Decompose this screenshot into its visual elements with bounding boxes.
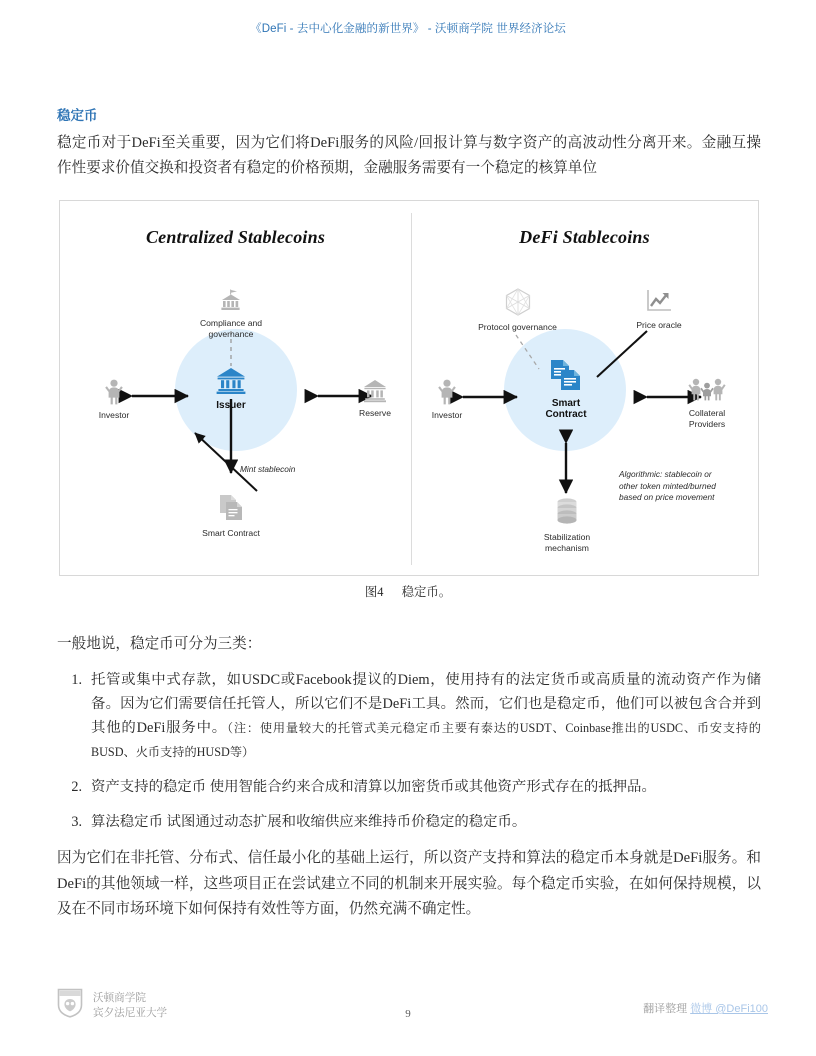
list-item-body bbox=[91, 775, 761, 799]
node-smart-contract-hub bbox=[529, 359, 603, 420]
annotation-line-1: Algorithmic: stablecoin or bbox=[619, 469, 712, 479]
list-lead-line: 一般地说，稳定币可分为三类： bbox=[57, 636, 262, 652]
list-item bbox=[57, 775, 761, 799]
person-icon bbox=[411, 379, 483, 408]
database-stack-icon bbox=[521, 497, 613, 530]
list-item-text: 托管或集中式存款，如USDC或Facebook提议的Diem，使用持有的法定货币或高质量的流动资产作为储备。因为它们需要信任托管人，所以它们不是DeFi工具。然而，它们也是稳定币，他们可以被包含合并到其他的DeFi服务中。 bbox=[91, 672, 761, 736]
list-item-marker: 1. bbox=[71, 672, 82, 688]
edge-label-mint-stablecoin: Mint stablecoin bbox=[240, 464, 296, 474]
stablecoin-type-list bbox=[57, 668, 761, 845]
node-reserve bbox=[342, 379, 408, 419]
list-item-text: 资产支持的稳定币 使用智能合约来合成和清算以加密货币或其他资产形式存在的抵押品。 bbox=[91, 779, 656, 795]
node-investor-left bbox=[78, 379, 150, 421]
document-pages-icon bbox=[184, 493, 278, 526]
list-item-body bbox=[91, 668, 761, 764]
node-label-smart-contract-1: Smart bbox=[551, 398, 581, 409]
person-icon bbox=[78, 379, 150, 408]
translator-label: 翻译整理 bbox=[643, 1003, 688, 1015]
figure-panel-defi bbox=[411, 201, 758, 577]
document-pages-icon bbox=[529, 359, 603, 396]
node-smart-contract-left bbox=[184, 493, 278, 539]
node-price-oracle bbox=[611, 287, 707, 331]
list-item-body bbox=[91, 810, 761, 834]
node-stabilization-mechanism bbox=[521, 497, 613, 554]
bank-icon bbox=[196, 367, 266, 398]
figure-caption-text: 稳定币。 bbox=[401, 585, 452, 599]
node-collateral-providers bbox=[663, 377, 751, 430]
node-label-smart-contract-left: Smart Contract bbox=[202, 528, 260, 538]
node-label-collateral-2: Providers bbox=[688, 419, 726, 429]
list-item bbox=[57, 668, 761, 764]
footer-org-line-2: 宾夕法尼亚大学 bbox=[93, 1006, 168, 1019]
node-label-compliance-1: Compliance and bbox=[199, 318, 263, 328]
node-label-compliance-2: governance bbox=[208, 329, 254, 339]
node-protocol-governance bbox=[455, 287, 580, 333]
list-item-text: 算法稳定币 试图通过动态扩展和收缩供应来维持币价稳定的稳定币。 bbox=[91, 814, 527, 830]
translator-credit bbox=[643, 1000, 768, 1016]
panel-title-centralized: Centralized Stablecoins bbox=[145, 227, 326, 247]
list-item-note: （注：使用量较大的托管式美元稳定币主要有泰达的USDT、Coinbase推出的USDC、币安支持的BUSD、火币支持的HUSD等） bbox=[91, 721, 761, 759]
figure-caption-label: 图4 bbox=[364, 585, 384, 599]
node-label-investor-left: Investor bbox=[98, 410, 130, 420]
intro-paragraph: 稳定币对于DeFi至关重要，因为它们将DeFi服务的风险/回报计算与数字资产的高波动性分离开来。金融互操作性要求价值交换和投资者有稳定的价格预期，金融服务需要有一个稳定的核算单位 bbox=[57, 135, 761, 176]
list-item bbox=[57, 810, 761, 834]
node-label-reserve: Reserve bbox=[359, 408, 391, 418]
chart-trend-icon bbox=[611, 287, 707, 318]
footer-org-line-1: 沃顿商学院 bbox=[93, 992, 146, 1004]
list-item-marker: 2. bbox=[71, 779, 82, 795]
translator-handle-link[interactable]: 微博 @DeFi100 bbox=[690, 1003, 768, 1015]
section-heading: 稳定币 bbox=[57, 108, 98, 123]
running-header: 《DeFi - 去中心化金融的新世界》 - 沃顿商学院 世界经济论坛 bbox=[250, 23, 566, 35]
node-label-smart-contract-2: Contract bbox=[545, 409, 587, 420]
node-investor-right bbox=[411, 379, 483, 421]
node-label-collateral-1: Collateral bbox=[688, 408, 726, 418]
figure-caption bbox=[0, 582, 816, 600]
node-compliance-governance bbox=[186, 289, 276, 340]
node-issuer bbox=[196, 367, 266, 411]
figure-stablecoins bbox=[59, 200, 759, 576]
government-building-icon bbox=[186, 289, 276, 316]
annotation-algorithmic bbox=[619, 469, 759, 504]
node-label-stabilization-2: mechanism bbox=[545, 543, 589, 553]
people-group-icon bbox=[663, 377, 751, 406]
annotation-line-2: other token minted/burned bbox=[619, 480, 716, 491]
node-label-issuer: Issuer bbox=[216, 400, 246, 411]
page-number: 9 bbox=[405, 1008, 411, 1020]
closing-paragraph: 因为它们在非托管、分布式、信任最小化的基础上运行，所以资产支持和算法的稳定币本身就是DeFi服务。和DeFi的其他领域一样，这些项目正在尝试建立不同的机制来开展实验。每个稳定币实验，在如何保持规模，以及在不同市场环境下如何保持有效性等方面，仍然充满不确定性。 bbox=[57, 850, 761, 917]
list-item-marker: 3. bbox=[71, 814, 82, 830]
annotation-line-3: based on price movement bbox=[619, 492, 715, 502]
network-hexagon-icon bbox=[455, 287, 580, 320]
figure-panel-centralized bbox=[60, 201, 411, 577]
node-label-investor-right: Investor bbox=[431, 410, 463, 420]
node-label-stabilization-1: Stabilization bbox=[543, 532, 591, 542]
bank-icon bbox=[342, 379, 408, 406]
node-label-price-oracle: Price oracle bbox=[636, 320, 682, 330]
panel-title-defi: DeFi Stablecoins bbox=[519, 227, 650, 247]
node-label-protocol-governance: Protocol governance bbox=[478, 322, 557, 332]
